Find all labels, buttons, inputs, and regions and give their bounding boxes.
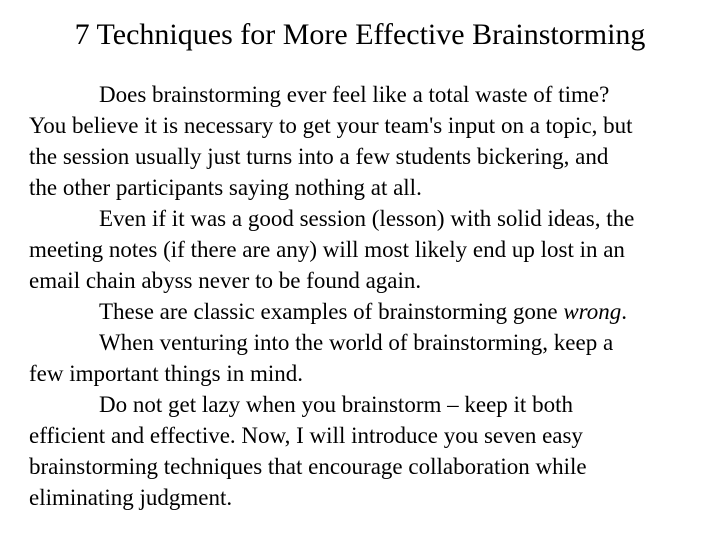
text-segment: . [621,299,628,324]
emphasized-word: wrong [563,299,622,324]
text-line: the other participants saying nothing at all. [29,175,422,200]
paragraph [29,296,715,327]
text-line: eliminating judgment. [29,485,233,510]
text-line: the session usually just turns into a few students bickering, and [29,144,609,169]
text-line: meeting notes (if there are any) will most likely end up lost in an [29,237,625,262]
text-line [29,296,715,327]
text-line: email chain abyss never to be found again. [29,268,422,293]
text-segment: These are classic examples of brainstorming gone [99,299,564,324]
body-text [29,79,715,513]
page-title: 7 Techniques for More Effective Brainstorming [74,18,646,51]
text-line: efficient and effective. Now, I will introduce you seven easy [29,423,583,448]
text-line: Does brainstorming ever feel like a total waste of time? [99,82,610,107]
text-line: You believe it is necessary to get your team's input on a topic, but [29,113,633,138]
text-line: Even if it was a good session (lesson) with solid ideas, the [99,206,635,231]
text-line: Do not get lazy when you brainstorm – keep it both [99,392,573,417]
text-line: When venturing into the world of brainstorming, keep a [99,330,614,355]
paragraph [29,79,715,203]
paragraph [29,327,715,389]
paragraph [29,203,715,296]
text-line: few important things in mind. [29,361,304,386]
text-line: brainstorming techniques that encourage collaboration while [29,454,587,479]
paragraph [29,389,715,513]
